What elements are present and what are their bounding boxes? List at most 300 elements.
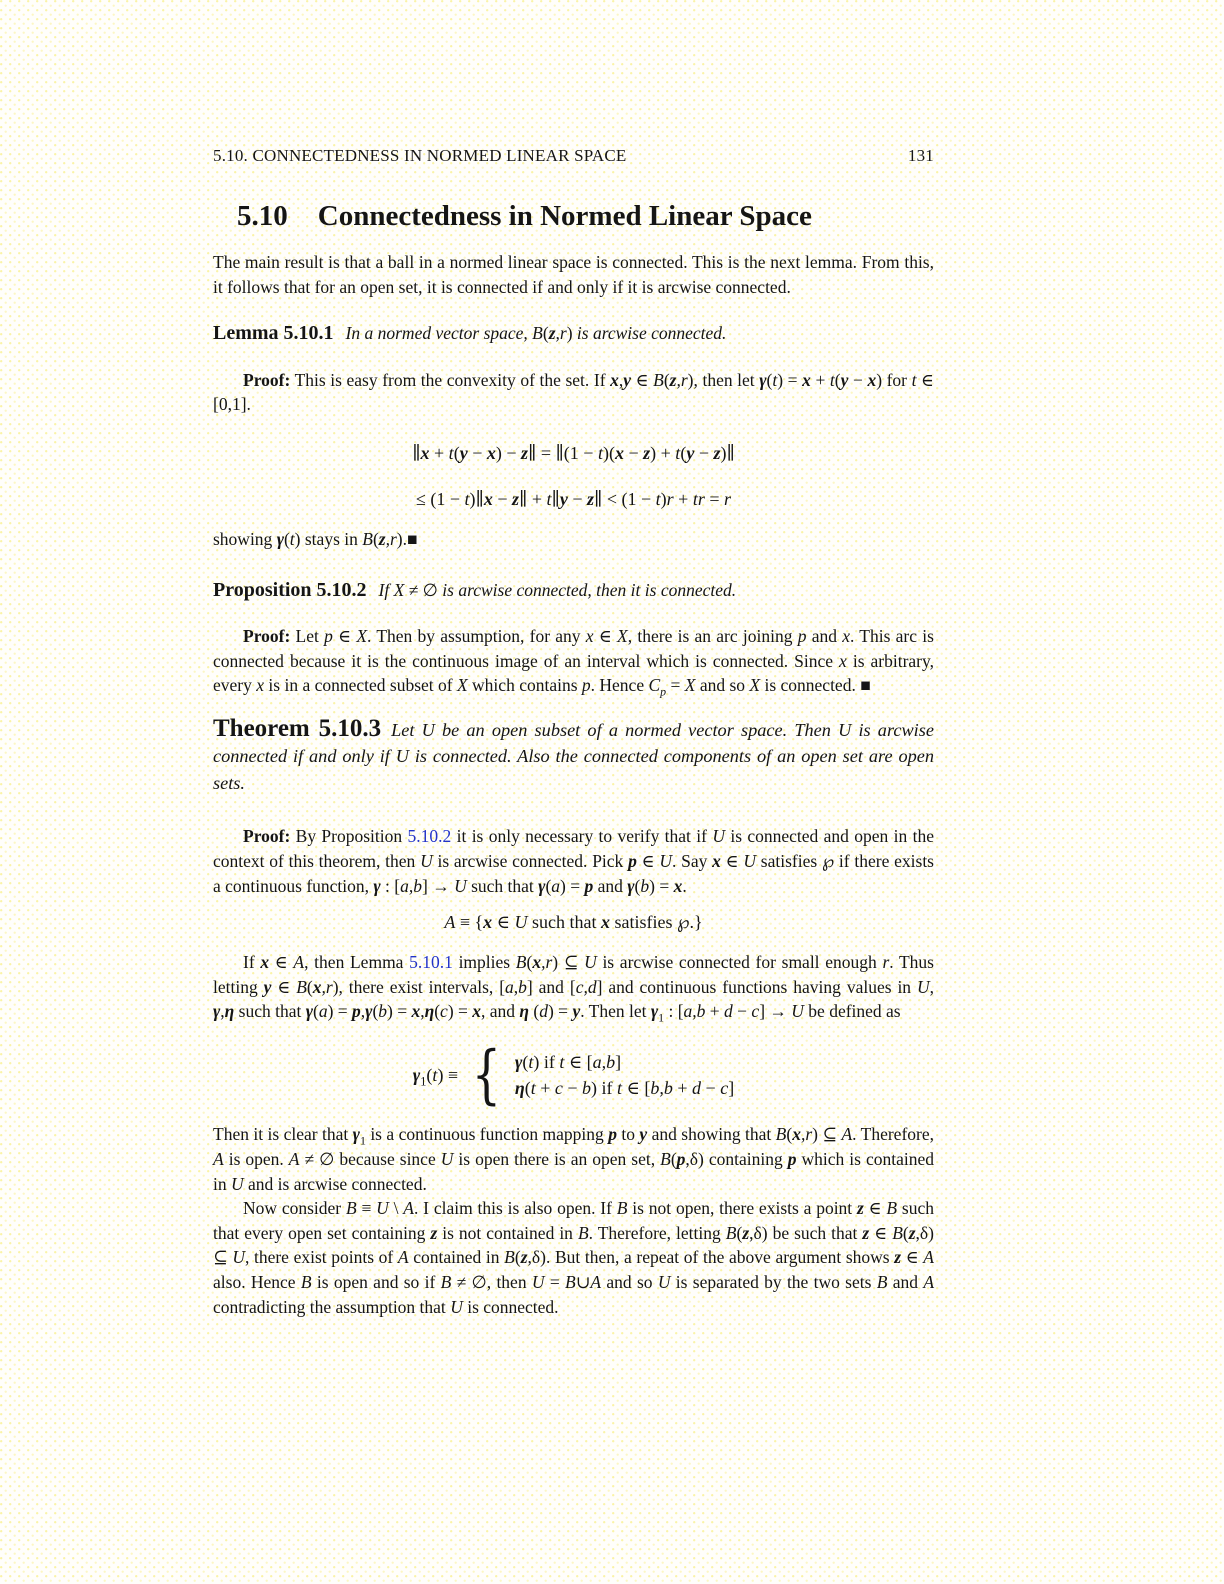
page-content	[213, 146, 934, 1319]
text-segment: t	[655, 488, 661, 509]
text-segment: z	[430, 1222, 438, 1243]
text-segment: ,δ) ⊆	[213, 1222, 934, 1268]
text-segment: ).■	[396, 528, 418, 549]
text-segment: ) =	[560, 875, 585, 896]
text-segment: ) ≡	[437, 1064, 459, 1085]
text-segment: (	[283, 528, 290, 549]
text-segment: A	[590, 1271, 602, 1292]
proposition-statement	[379, 580, 737, 600]
text-segment: B	[876, 1271, 888, 1292]
text-segment: t	[530, 1077, 536, 1098]
cross-reference-link[interactable]: 5.10.2	[407, 826, 452, 847]
text-segment: : [	[664, 1001, 684, 1022]
text-segment: (	[766, 369, 773, 390]
text-segment: Proof:	[243, 369, 291, 390]
text-segment: also. Hence	[213, 1271, 301, 1292]
text-segment: B	[892, 1222, 903, 1243]
cases-equation	[213, 1038, 934, 1112]
text-segment: U	[531, 1271, 545, 1292]
text-segment: is arcwise connected.	[572, 323, 727, 344]
text-segment: )	[660, 488, 667, 509]
text-segment: (	[306, 976, 313, 997]
text-segment: ,r	[385, 528, 397, 549]
text-segment: a,b	[683, 1001, 706, 1022]
text-segment: , then Lemma	[304, 952, 410, 973]
text-segment: ) +	[650, 442, 676, 463]
text-segment: p	[584, 875, 594, 896]
text-segment: t	[911, 369, 917, 390]
text-segment: y	[459, 442, 468, 463]
text-segment: p	[608, 1124, 617, 1145]
section-title-text: Connectedness in Normed Linear Space	[317, 200, 812, 232]
text-segment: x	[802, 369, 811, 390]
text-segment: p	[787, 1148, 797, 1169]
text-segment: y	[572, 1001, 581, 1022]
text-segment: t	[675, 442, 681, 463]
text-segment: and is arcwise connected.	[243, 1173, 427, 1194]
text-segment: is connected and open in the context of this theorem, then	[213, 826, 934, 872]
text-segment: . Then let	[580, 1001, 651, 1022]
text-segment: x	[585, 626, 594, 647]
text-segment: A	[923, 1247, 934, 1268]
text-segment: ∈	[636, 851, 660, 872]
text-segment: . Hence	[590, 675, 649, 696]
text-segment: z	[512, 488, 520, 509]
text-segment: . Therefore, letting	[588, 1222, 726, 1243]
text-segment: x	[614, 442, 624, 463]
text-segment: satisfies	[756, 851, 822, 872]
text-segment: −	[848, 369, 868, 390]
text-segment: ) for	[876, 369, 912, 390]
text-segment: 1	[420, 1074, 427, 1089]
theorem-proof-paragraph-3	[213, 1122, 934, 1196]
text-segment: a	[551, 875, 561, 896]
text-segment: U	[791, 1001, 804, 1022]
text-segment: (	[313, 1001, 319, 1022]
text-segment: c	[440, 1001, 448, 1022]
text-segment: z	[894, 1247, 902, 1268]
display-equation-2	[213, 487, 934, 511]
text-segment: ,	[929, 976, 934, 997]
text-segment: (	[545, 875, 552, 896]
text-segment: x	[312, 976, 322, 997]
text-segment: =	[544, 1271, 566, 1292]
text-segment: B	[653, 369, 664, 390]
text-segment: implies	[452, 952, 516, 973]
text-segment: +	[535, 1077, 555, 1098]
text-segment: 1	[359, 1133, 366, 1148]
text-segment: (	[529, 1001, 540, 1022]
text-segment: , there is an arc joining	[627, 626, 798, 647]
text-segment: ,r	[541, 952, 553, 973]
text-segment: p	[676, 1148, 686, 1169]
cross-reference-link[interactable]: 5.10.1	[409, 952, 453, 973]
text-segment: and	[593, 875, 628, 896]
text-segment: By Proposition	[290, 826, 408, 847]
text-segment: d	[724, 1001, 733, 1022]
text-segment: and showing that	[647, 1124, 776, 1145]
text-segment: )∥	[469, 488, 484, 509]
text-segment: ∈	[631, 369, 654, 390]
text-segment: p	[660, 684, 667, 699]
text-segment: −	[694, 442, 714, 463]
text-segment: ] and [	[526, 976, 576, 997]
text-segment: c	[751, 1001, 760, 1022]
text-segment: )∥	[720, 442, 735, 463]
text-segment: γ	[514, 1051, 523, 1072]
text-segment: and	[887, 1271, 924, 1292]
text-segment: .	[682, 875, 687, 896]
lemma-proof-paragraph	[213, 368, 934, 417]
text-segment: γ	[276, 528, 284, 549]
text-segment: ), there exist intervals, [	[332, 976, 506, 997]
text-segment: η	[519, 1001, 530, 1022]
text-segment: , there exist points of	[244, 1247, 398, 1268]
text-segment: −	[492, 488, 512, 509]
text-segment: η	[424, 1001, 435, 1022]
text-segment: −	[562, 1077, 583, 1098]
text-segment: ℘	[676, 912, 690, 933]
text-segment: t	[432, 1064, 438, 1085]
text-segment: ∥ < (1 −	[594, 488, 656, 509]
text-segment: Proof:	[243, 826, 291, 847]
text-segment: X	[749, 675, 761, 696]
text-segment: ∈	[720, 851, 744, 872]
text-segment: +	[429, 442, 449, 463]
text-segment: is arcwise connected. Pick	[432, 851, 629, 872]
text-segment: t	[464, 488, 470, 509]
text-segment: x	[532, 952, 542, 973]
text-segment: B	[616, 1198, 628, 1219]
text-segment: y	[559, 488, 568, 509]
text-segment: p	[324, 626, 333, 647]
text-segment: (	[670, 1148, 677, 1169]
text-segment: B	[886, 1198, 898, 1219]
text-segment: is not contained in	[437, 1222, 578, 1243]
text-segment: a,b	[400, 875, 422, 896]
text-segment: This is easy from the convexity of the set. If	[290, 369, 611, 390]
text-segment: z	[521, 442, 529, 463]
text-segment: (	[524, 1077, 531, 1098]
proposition-5-10-2	[213, 578, 934, 603]
text-segment: (	[663, 369, 670, 390]
text-segment: t	[617, 1077, 623, 1098]
text-segment: x	[792, 1124, 801, 1145]
text-segment: d	[539, 1001, 548, 1022]
text-segment: ∈	[901, 1247, 924, 1268]
theorem-label: Theorem 5.10.3	[213, 714, 382, 742]
text-segment: γ	[373, 875, 381, 896]
text-segment: is open and so if	[311, 1271, 441, 1292]
text-segment: η	[224, 1001, 235, 1022]
text-segment: x	[867, 369, 877, 390]
text-segment: Proof:	[243, 626, 291, 647]
text-segment: X	[456, 675, 468, 696]
text-segment: ,r	[321, 976, 333, 997]
text-segment: (	[634, 875, 641, 896]
text-segment: z	[862, 1222, 870, 1243]
section-title	[237, 198, 934, 234]
text-segment: −	[623, 442, 644, 463]
text-segment: U	[232, 1247, 245, 1268]
text-segment: ) −	[495, 442, 521, 463]
text-segment: U	[420, 851, 433, 872]
text-segment: z	[520, 1247, 528, 1268]
text-segment: U	[450, 1296, 463, 1317]
text-segment: z	[378, 528, 386, 549]
text-segment: contained in	[408, 1247, 505, 1268]
text-segment: a,b	[592, 1051, 616, 1072]
text-segment: b	[582, 1077, 592, 1098]
text-segment: t	[829, 369, 835, 390]
display-set-A	[213, 910, 934, 934]
text-segment: ,r	[800, 1124, 813, 1145]
proposition-label: Proposition 5.10.2	[213, 578, 367, 601]
text-segment: a	[318, 1001, 328, 1022]
text-segment: . Therefore,	[852, 1124, 934, 1145]
text-segment: ) if	[591, 1077, 618, 1098]
text-segment: z	[586, 488, 594, 509]
text-segment: c	[720, 1077, 729, 1098]
text-segment: U	[659, 851, 672, 872]
text-segment: ∥ +	[519, 488, 547, 509]
text-segment: γ	[759, 369, 767, 390]
text-segment: t	[772, 369, 778, 390]
text-segment: ,	[220, 1001, 225, 1022]
text-segment: U	[916, 976, 930, 997]
text-segment: =	[704, 488, 724, 509]
text-segment: it is only necessary to verify that if	[451, 826, 713, 847]
text-segment: A	[288, 1148, 300, 1169]
text-segment: is separated by the two sets	[670, 1271, 877, 1292]
text-segment: C	[648, 675, 661, 696]
text-segment: p	[797, 626, 807, 647]
text-segment: ]	[615, 1051, 622, 1072]
text-segment: )	[566, 323, 573, 344]
text-segment: .}	[689, 912, 703, 933]
text-segment: y	[686, 442, 695, 463]
text-segment: t	[546, 488, 552, 509]
text-segment: (	[514, 1247, 521, 1268]
text-segment: which is contained in	[213, 1148, 935, 1194]
text-segment: The main result is that a ball in a normed linear space is connected. This is the next lemma. From this, it follows that for an open set, it is connected if and only if it is arcwise connected.	[213, 252, 934, 297]
text-segment: B	[440, 1271, 452, 1292]
text-segment: B	[660, 1148, 671, 1169]
text-segment: to	[616, 1124, 640, 1145]
text-segment: r	[882, 952, 890, 973]
text-segment: b	[378, 1001, 388, 1022]
text-segment: ∈	[269, 952, 294, 973]
text-segment: x	[486, 442, 496, 463]
text-segment: x	[600, 912, 610, 933]
text-segment: t	[289, 528, 295, 549]
text-segment: x	[256, 675, 265, 696]
text-segment: be defined as	[803, 1001, 901, 1022]
text-segment: B	[515, 952, 527, 973]
text-segment: . I claim this is also open. If	[413, 1198, 617, 1219]
text-segment: showing	[213, 528, 277, 549]
text-segment: A	[397, 1247, 409, 1268]
theorem-proof-paragraph-4	[213, 1196, 934, 1319]
text-segment: ,δ) be such that	[749, 1222, 863, 1243]
text-segment: B	[362, 528, 373, 549]
text-segment: z	[856, 1198, 864, 1219]
text-segment: y	[263, 976, 272, 997]
text-segment: −	[701, 1077, 721, 1098]
text-segment: ≤ (1 −	[415, 488, 465, 509]
text-segment: (	[372, 528, 379, 549]
text-segment: ≠ ∅, then	[451, 1271, 532, 1292]
text-segment: t	[597, 442, 603, 463]
text-segment: p	[352, 1001, 361, 1022]
text-segment: such that	[234, 1001, 306, 1022]
text-segment: ) ⊆	[552, 952, 585, 973]
text-segment: ) =	[327, 1001, 353, 1022]
text-segment: ∈	[593, 626, 618, 647]
text-segment: X	[356, 626, 368, 647]
display-equation-1	[213, 441, 934, 465]
text-segment: B	[577, 1222, 589, 1243]
text-segment: Then it is clear that	[213, 1124, 353, 1145]
text-segment: c,d	[575, 976, 597, 997]
text-segment: and	[806, 626, 843, 647]
text-segment: U	[657, 1271, 671, 1292]
text-segment: A	[841, 1124, 853, 1145]
text-segment: : [	[380, 875, 401, 896]
text-segment: x	[673, 875, 683, 896]
text-segment: d	[692, 1077, 702, 1098]
text-segment: such that every open set containing	[213, 1198, 934, 1243]
text-segment: z	[669, 369, 677, 390]
lemma-label: Lemma 5.10.1	[213, 322, 334, 345]
text-segment: B	[725, 1222, 737, 1243]
text-segment: (	[526, 952, 533, 973]
text-segment: A	[923, 1271, 935, 1292]
text-segment: A	[293, 952, 305, 973]
text-segment: B	[775, 1124, 787, 1145]
text-segment: −	[732, 1001, 752, 1022]
text-segment: ∪	[575, 1271, 591, 1292]
text-segment: t	[528, 1051, 534, 1072]
text-segment: ≠ ∅ because since	[299, 1148, 441, 1169]
text-segment: ,	[420, 1001, 425, 1022]
text-segment: ∥	[412, 442, 421, 463]
text-segment: ) =	[649, 875, 674, 896]
text-segment: B	[296, 976, 307, 997]
text-segment: and so	[695, 675, 750, 696]
text-segment: ) ⊆	[812, 1124, 842, 1145]
text-segment: is open.	[223, 1148, 289, 1169]
lemma-statement	[346, 323, 727, 343]
text-segment: −	[567, 488, 587, 509]
text-segment: (	[834, 369, 841, 390]
text-segment: (	[426, 1064, 433, 1085]
text-segment: +	[810, 369, 830, 390]
text-segment: y	[623, 369, 632, 390]
text-segment: In a normed vector space, B	[345, 323, 543, 344]
text-segment: =	[666, 675, 685, 696]
text-segment: 1	[658, 1010, 665, 1025]
text-segment: tr	[692, 488, 705, 509]
text-segment: and so	[601, 1271, 658, 1292]
text-segment: which contains	[467, 675, 582, 696]
text-segment: ∥ = ∥(1 −	[528, 442, 598, 463]
proposition-proof-paragraph	[213, 624, 934, 698]
text-segment: is in a connected subset of	[264, 675, 457, 696]
text-segment: γ	[538, 875, 546, 896]
text-segment: z	[548, 323, 556, 344]
text-segment: U	[440, 1148, 454, 1169]
text-segment: A	[403, 1198, 414, 1219]
text-segment: (	[786, 1124, 793, 1145]
text-segment: γ	[412, 1064, 421, 1085]
text-segment: , and	[481, 1001, 520, 1022]
text-segment: p	[628, 851, 637, 872]
text-segment: y	[639, 1124, 648, 1145]
text-segment: If X ≠ ∅ is arcwise connected, then it is connected.	[378, 579, 737, 600]
text-segment: ∈	[271, 976, 297, 997]
text-segment: \	[388, 1198, 404, 1219]
text-segment: z	[908, 1222, 916, 1243]
text-segment: x	[839, 650, 847, 671]
text-segment: ,δ) containing	[685, 1148, 788, 1169]
text-segment: r	[723, 488, 731, 509]
text-segment: x	[712, 851, 721, 872]
text-segment: (	[372, 1001, 379, 1022]
text-segment: +	[672, 1077, 693, 1098]
text-segment: if there exists a continuous function,	[213, 851, 934, 896]
text-segment: B	[565, 1271, 576, 1292]
text-segment: ,r	[555, 323, 567, 344]
text-segment: x	[483, 488, 493, 509]
text-segment: . Say	[671, 851, 713, 872]
text-segment: ) =	[387, 1001, 412, 1022]
text-segment: B	[345, 1198, 357, 1219]
text-segment: (	[902, 1222, 909, 1243]
text-segment: ∈ [	[622, 1077, 651, 1098]
text-segment: (	[453, 442, 460, 463]
text-segment: ≡	[356, 1198, 377, 1219]
text-segment: is arcwise connected for small enough	[596, 952, 883, 973]
text-segment: ) stays in	[294, 528, 363, 549]
running-header-title: 5.10. CONNECTEDNESS IN NORMED LINEAR SPACE	[213, 146, 627, 165]
text-segment: such that	[466, 875, 539, 896]
text-segment: U	[514, 912, 528, 933]
text-segment: x	[260, 952, 270, 973]
text-segment: (	[542, 323, 549, 344]
lemma-closing-line	[213, 527, 934, 552]
page-number: 131	[907, 146, 934, 165]
text-segment: x	[472, 1001, 482, 1022]
theorem-proof-paragraph-2	[213, 950, 934, 1024]
text-segment: b,b	[650, 1077, 673, 1098]
text-segment: . This arc is connected because it is the continuous image of an interval which is connected. Since	[213, 626, 934, 671]
text-segment: ℘	[821, 851, 835, 872]
text-segment: A	[444, 912, 456, 933]
text-segment: ,	[618, 369, 624, 390]
text-segment: ) =	[547, 1001, 573, 1022]
left-brace-glyph: {	[471, 1038, 502, 1112]
text-segment: γ	[650, 1001, 659, 1022]
cases-lhs	[412, 1064, 459, 1089]
running-header	[213, 146, 934, 166]
text-segment: ,	[360, 1001, 366, 1022]
text-segment: a,b	[505, 976, 527, 997]
text-segment: ∥	[551, 488, 560, 509]
text-segment: p	[581, 675, 591, 696]
text-segment: . Then by assumption, for any	[367, 626, 586, 647]
text-segment: B	[504, 1247, 515, 1268]
